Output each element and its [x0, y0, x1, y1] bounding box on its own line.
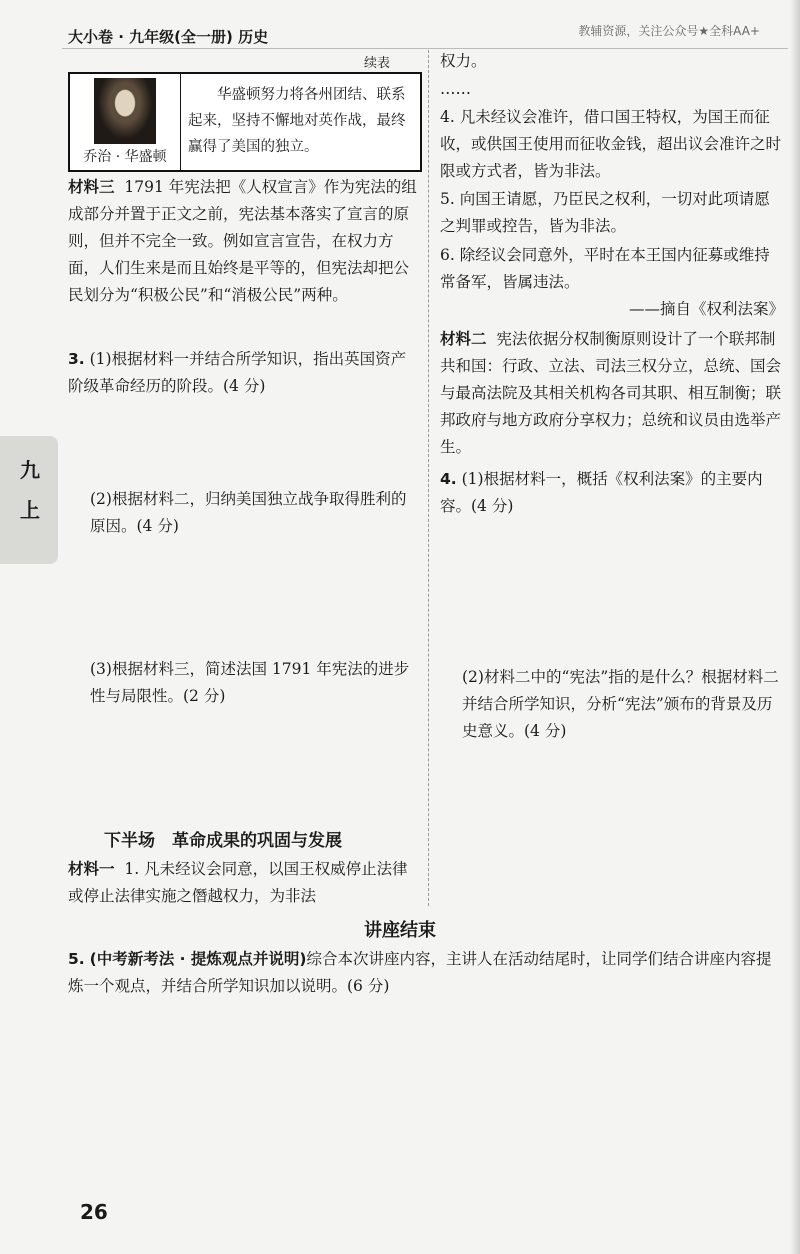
material-1-label: 材料一: [68, 860, 115, 878]
question-4-number: 4.: [440, 470, 457, 488]
lecture-end-heading: 讲座结束: [364, 920, 436, 941]
question-3-part-3: (3)根据材料三，简述法国 1791 年宪法的进步性与局限性。(2 分): [90, 660, 410, 705]
portrait-caption: 乔治 · 华盛顿: [83, 149, 167, 165]
continued-label: 续表: [364, 56, 391, 71]
section-title: 下半场 革命成果的巩固与发展: [104, 831, 342, 851]
material-1: [68, 856, 420, 910]
question-3-number: 3.: [68, 350, 85, 368]
bill-item-5: 5. 向国王请愿，乃臣民之权利，一切对此项请愿之判罪或控告，皆为非法。: [440, 190, 770, 235]
page-number: 26: [80, 1200, 108, 1224]
source-citation: ——摘自《权利法案》: [628, 300, 784, 318]
washington-portrait-image: [94, 78, 156, 144]
book-title: 大小卷 · 九年级(全一册) 历史: [68, 28, 269, 46]
material-1-continued: 权力。: [440, 52, 487, 70]
question-3-part-2: (2)根据材料二，归纳美国独立战争取得胜利的原因。(4 分): [90, 490, 407, 535]
grade-side-tab: [0, 436, 58, 564]
material-2-text: 宪法依据分权制衡原则设计了一个联邦制共和国：行政、立法、司法三权分立，总统、国会与最高法院及其相关机构各司其职、相互制衡；联邦政府与地方政府分享权力；总统和议员由选举产生。: [440, 330, 782, 456]
question-3-part-1: [68, 346, 418, 400]
washington-table: [68, 72, 422, 172]
question-4-part-1-text: (1)根据材料一，概括《权利法案》的主要内容。(4 分): [440, 470, 763, 515]
material-3-text: 1791 年宪法把《人权宣言》作为宪法的组成部分并置于正文之前，宪法基本落实了宣言的原则，但并不完全一致。例如宣言宣告，在权力方面，人们生来是而且始终是平等的，但宪法却把公民划分为“积极公民”和“消极公民”两种。: [68, 178, 417, 304]
question-5-text: 综合本次讲座内容，主讲人在活动结尾时，让同学们结合讲座内容提炼一个观点，并结合所学知识加以说明。(6 分): [68, 950, 772, 995]
material-1-text: 1. 凡未经议会同意，以国王权威停止法律或停止法律实施之僭越权力，为非法: [68, 860, 408, 905]
material-2: [440, 326, 784, 461]
question-5-tag: (中考新考法 · 提炼观点并说明): [89, 950, 307, 968]
question-5: [68, 946, 784, 1000]
grade-tab-line-2: 上: [20, 498, 40, 522]
material-2-label: 材料二: [440, 330, 487, 348]
grade-tab-label: [18, 450, 42, 530]
portrait-cell: [70, 74, 181, 170]
grade-tab-line-1: 九: [20, 458, 40, 482]
question-4-part-1: [440, 466, 784, 520]
question-4-part-2: (2)材料二中的“宪法”指的是什么？根据材料二并结合所学知识，分析“宪法”颁布的背景及历史意义。(4 分): [462, 668, 779, 740]
material-3-label: 材料三: [68, 178, 115, 196]
question-3-part-1-text: (1)根据材料一并结合所学知识，指出英国资产阶级革命经历的阶段。(4 分): [68, 350, 407, 395]
watermark-text: 教辅资源，关注公众号★全科AA+: [578, 24, 760, 38]
column-divider: [428, 50, 429, 906]
bill-item-4: 4. 凡未经议会准许，借口国王特权，为国王而征收，或供国王使用而征收金钱，超出议会准许之时限或方式者，皆为非法。: [440, 108, 782, 180]
ellipsis: ……: [440, 80, 471, 98]
page-edge-shadow: [790, 0, 800, 1254]
question-5-number: 5.: [68, 950, 85, 968]
washington-description: 华盛顿努力将各州团结、联系起来，坚持不懈地对英作战，最终赢得了美国的独立。: [188, 87, 406, 155]
bill-item-6: 6. 除经议会同意外，平时在本王国内征募或维持常备军，皆属违法。: [440, 246, 770, 291]
material-3: [68, 174, 418, 309]
